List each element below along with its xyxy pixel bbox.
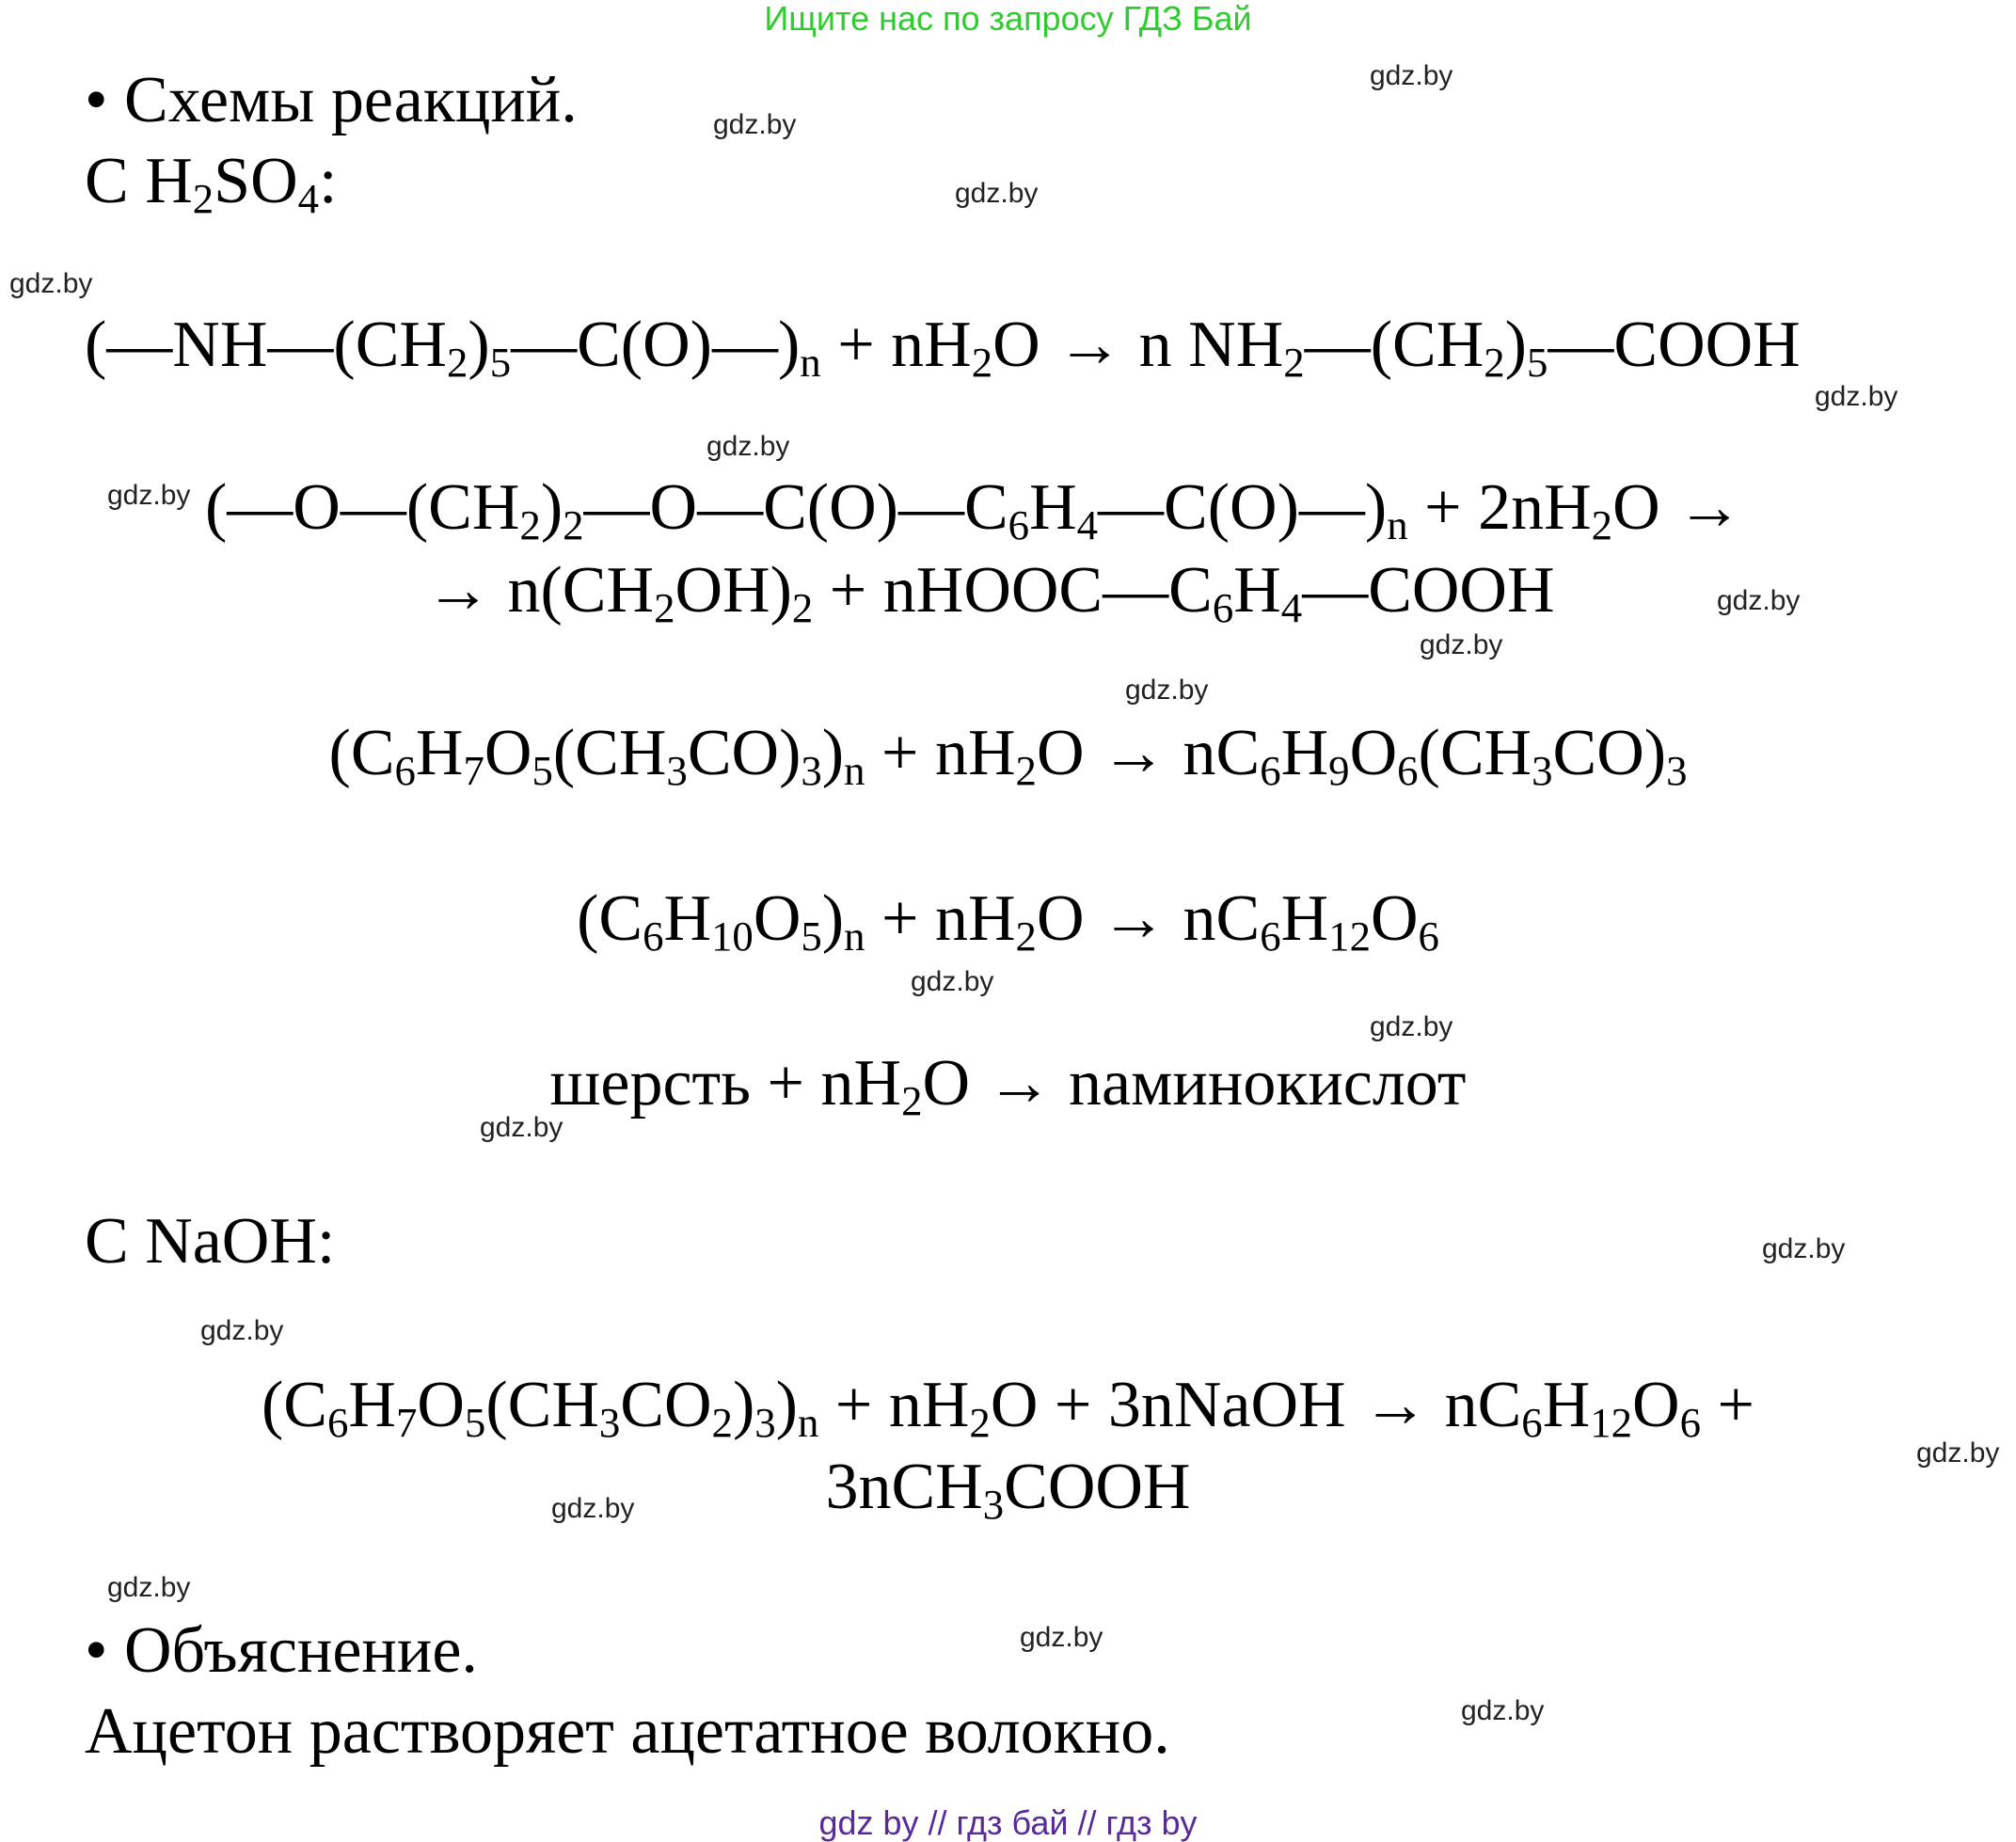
watermark: gdz.by [107,1572,191,1603]
section-naoh: С NaOH: [85,1205,336,1278]
watermark: gdz.by [9,268,93,299]
watermark: gdz.by [1125,675,1209,706]
watermark: gdz.by [480,1112,564,1143]
watermark: gdz.by [1815,381,1898,412]
watermark: gdz.by [1916,1437,2000,1469]
watermark: gdz.by [955,178,1039,209]
explanation-text: Ацетон растворяет ацетатное волокно. [85,1695,1170,1768]
equation-acetate-naoh-line1: $(C_6H_7O_5(CH_3CO_2)_3)_n + nH_2O$ + 3nNaOH → $nC_6H_{12}O_6$ + [261,1369,1754,1446]
watermark: gdz.by [107,480,191,511]
watermark: gdz.by [911,966,994,997]
watermark: gdz.by [1717,585,1801,616]
watermark: gdz.by [551,1493,635,1524]
top-banner[interactable]: Ищите нас по запросу ГДЗ Бай [764,0,1252,38]
equation-polyester-hydrolysis-line2: → $n(CH_2OH)_2$ + $nHOOC—C_6H_4—COOH$ [425,554,1555,631]
equation-cellulose-hydrolysis: $(C_6H_{10}O_5)_n + nH_2O \to nC_6H_{12}O_6$ [577,882,1439,960]
watermark: gdz.by [1420,629,1503,660]
watermark: gdz.by [713,109,797,140]
equation-acetate-hydrolysis: $(C_6H_7O_5(CH_3CO)_3)_n + nH_2O \to nC_6H_9O_6(CH_3CO)_3$ [328,717,1688,794]
equation-polyamide-hydrolysis: $(—NH—(CH_2)_5—C(O)—)_n + nH_2O \to n$ $NH_2—(CH_2)_5—COOH$ [85,309,1801,386]
bottom-banner[interactable]: gdz by // гдз бай // гдз by [818,1803,1198,1842]
equation-wool-hydrolysis: шерсть + $nH_2O$ → nаминокислот [549,1047,1467,1124]
heading-schemes: • Схемы реакций. [85,64,578,136]
watermark: gdz.by [1370,1011,1453,1042]
watermark: gdz.by [706,431,790,462]
watermark: gdz.by [1461,1695,1545,1726]
watermark: gdz.by [1370,60,1453,91]
equation-polyester-hydrolysis-line1: $(—O—(CH_2)_2—O—C(O)—C_6H_4—C(O)—)_n + 2nH_2O$ → [205,471,1743,548]
watermark: gdz.by [200,1315,284,1346]
watermark: gdz.by [1020,1622,1103,1653]
equation-acetate-naoh-line2: 3nCH$_3$COOH [825,1451,1191,1528]
section-h2so4: С $H_2SO_4$: [85,145,338,222]
heading-explanation: • Объяснение. [85,1614,478,1687]
watermark: gdz.by [1762,1233,1846,1264]
